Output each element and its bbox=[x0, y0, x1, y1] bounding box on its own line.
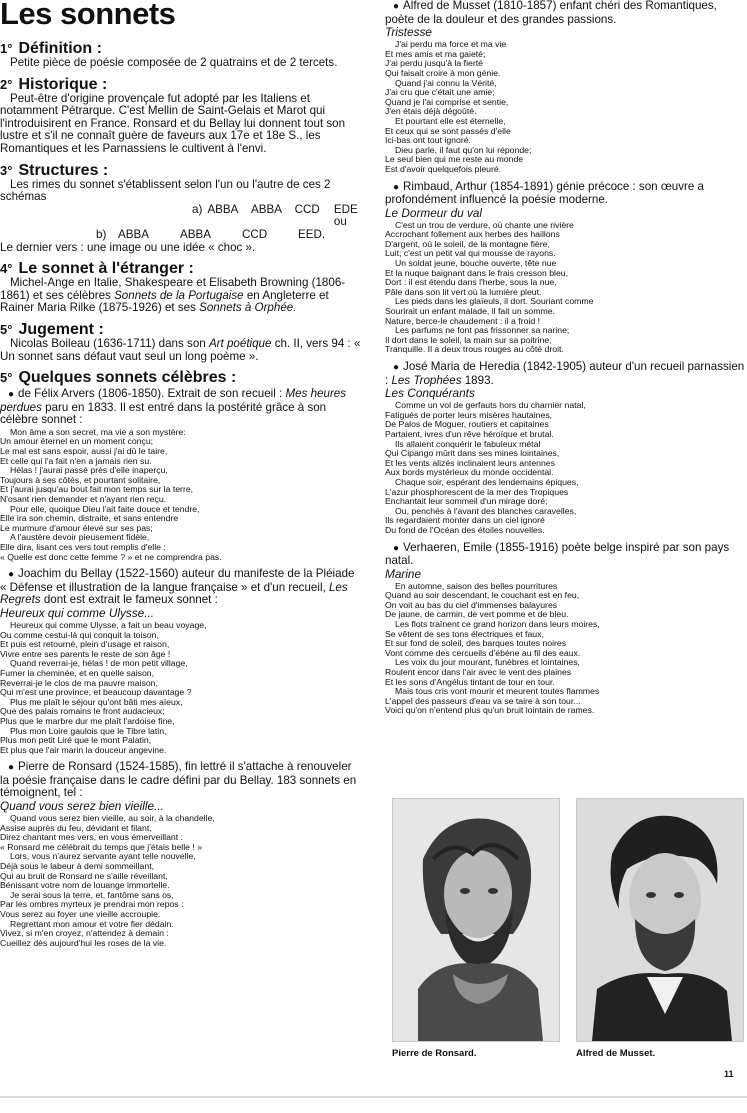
italic-run: Mes heures perdues bbox=[0, 387, 347, 414]
poem-line: Aux bords mystérieux du monde occidental. bbox=[385, 467, 554, 478]
poem-line: Pâle dans son lit vert où la lumière pleut. bbox=[385, 286, 542, 297]
poem-line: Que des palais romains le front audacieux; bbox=[0, 706, 165, 717]
poem-line: Et les sons d'Angélus tintant de tour en tour. bbox=[385, 676, 555, 687]
section-title: Quelques sonnets célèbres : bbox=[18, 369, 237, 387]
section-heading bbox=[0, 321, 362, 338]
poem-line: Vivez, si m'en croyez, n'attendez à demain : bbox=[0, 928, 169, 939]
scheme-cell: CCD bbox=[294, 202, 320, 216]
text-run: Alfred de Musset (1810-1857) enfant chéri des Romantiques, poète de la douleur et des grandes passions. bbox=[385, 0, 717, 26]
poem-line: Le seul bien qui me reste au monde bbox=[385, 154, 524, 165]
scheme-cell: CCD bbox=[242, 227, 268, 241]
right-column bbox=[385, 0, 747, 716]
poem-line: Voici qu'on n'entend plus qu'un bruit lointain de rames. bbox=[385, 705, 595, 716]
section-title: Historique : bbox=[18, 75, 108, 93]
poem-line: Un amour éternel en un moment conçu; bbox=[0, 436, 154, 447]
rimbaud-intro bbox=[385, 181, 747, 207]
poem-title: Marine bbox=[385, 566, 422, 581]
scheme-cell: ABBA bbox=[180, 227, 211, 241]
ronsard-intro bbox=[0, 761, 362, 800]
poem-line: J'ai perdu jusqu'à la fierté bbox=[385, 58, 483, 69]
bullet-icon: ● bbox=[8, 569, 15, 581]
poem-line: Il dort dans le soleil, la main sur sa poitrine, bbox=[385, 334, 552, 345]
bullet-icon: ● bbox=[393, 362, 400, 373]
verhaeren-intro bbox=[385, 542, 747, 568]
section-heading bbox=[0, 369, 362, 386]
poem-line: Les flots traînent ce grand horizon dans leurs moires, bbox=[395, 619, 600, 630]
section-jugement bbox=[0, 321, 362, 363]
italic-run: Art poétique bbox=[208, 336, 272, 350]
poem-line: Qui m'est une province, et beaucoup davantage ? bbox=[0, 687, 192, 698]
poem-line: Reverrai-je le clos de ma pauvre maison, bbox=[0, 677, 158, 688]
poem-line: Déjà sous le labeur à demi sommeillant, bbox=[0, 861, 155, 872]
poem-line: N'osant rien demander et n'ayant rien reçu. bbox=[0, 494, 167, 505]
poem-line: Luit; c'est un petit val qui mousse de rayons. bbox=[385, 248, 556, 259]
section-heading bbox=[0, 76, 362, 93]
section-number: 2° bbox=[0, 76, 13, 92]
poem-line: « Quelle est donc cette femme ? » et ne comprendra pas. bbox=[0, 551, 222, 562]
historique-text: Peut-être d'origine provençale fut adopté par les Italiens et notamment Pétrarque. C'est Mellin de Saint-Gelais et Marot qui l'introduisirent en France. Ronsard et du Bellay lui donnent tout son lustre et s'il ne connaît guère de faveurs aux 17e et 18e S., les Romantiques et les Parnassiens le cultivent à l'envi. bbox=[0, 91, 346, 155]
text-run: en Angleterre et Rainer Maria Rilke (1875-1926) et ses bbox=[0, 288, 329, 315]
poem-line: J'en étais déjà dégoûté. bbox=[385, 106, 477, 117]
text-run: dont est extrait le fameux sonnet : bbox=[40, 593, 218, 607]
italic-run: Sonnets de la Portugaise bbox=[114, 288, 244, 302]
poem-line: Plus mon Loire gaulois que le Tibre latin, bbox=[10, 725, 167, 736]
italic-run: Les Regrets bbox=[0, 580, 348, 607]
poem-line: Par les ombres myrteux je prendrai mon repos : bbox=[0, 899, 184, 910]
poem-line: Quand j'ai connu la Vérité, bbox=[395, 77, 497, 88]
poem-line: Assise auprès du feu, dévidant et filant, bbox=[0, 822, 152, 833]
rhyme-scheme-row bbox=[0, 229, 362, 242]
poem-title: Heureux qui comme Ulysse... bbox=[0, 605, 155, 620]
poem-title: Le Dormeur du val bbox=[385, 205, 483, 220]
poem-line: Et pourtant elle est éternelle, bbox=[395, 115, 506, 126]
arvers-intro bbox=[0, 388, 362, 427]
poem-line: Est d'avoir quelquefois pleuré. bbox=[385, 163, 502, 174]
poem-line: « Ronsard me célébrait du temps que j'étais belle ! » bbox=[0, 841, 203, 852]
poem-line: En automne, saison des belles pourritures bbox=[395, 580, 558, 591]
poem-line: Et les vents alizés inclinaient leurs antennes bbox=[385, 457, 555, 468]
bellay-poem bbox=[0, 621, 362, 755]
poem-line: Et la nuque baignant dans le frais cresson bleu, bbox=[385, 267, 569, 278]
poem-line: Quand je l'ai comprise et sentie, bbox=[385, 96, 509, 107]
ronsard-caption: Pierre de Ronsard. bbox=[392, 1048, 477, 1059]
poem-line: Mais tous cris vont mourir et meurent toutes flammes bbox=[395, 686, 600, 697]
section-number: 1° bbox=[0, 41, 13, 56]
rhyme-scheme-row bbox=[0, 204, 362, 229]
bullet-icon: ● bbox=[393, 542, 400, 554]
section-heading bbox=[0, 40, 362, 57]
poem-line: Plus mon petit Liré que le mont Palatin, bbox=[0, 735, 152, 746]
structures-intro: Les rimes du sonnet s'établissent selon l'un ou l'autre de ces 2 schémas bbox=[0, 177, 331, 204]
section-celebres bbox=[0, 369, 362, 948]
poem-line: On voit au bas du ciel d'immenses balayures bbox=[385, 599, 558, 610]
scheme-cell: ABBA bbox=[207, 202, 239, 216]
text-run: Verhaeren, Emile (1855-1916) poète belge inspiré par son pays natal. bbox=[385, 540, 730, 568]
section-structures bbox=[0, 162, 362, 255]
poem-line: Et celle qui l'a fait n'en a jamais rien su. bbox=[0, 455, 152, 466]
poem-line: Tranquille. Il a deux trous rouges au côté droit. bbox=[385, 344, 564, 355]
text-run: ch. II, vers 94 : « Un sonnet sans défaut vaut seul un long poème ». bbox=[0, 336, 361, 363]
text-run: Joachim du Bellay (1522-1560) auteur du manifeste de la Pléiade « Défense et illustration de la langue française » et d'un recueil, bbox=[0, 567, 355, 594]
poem-line: Et ceux qui se sont passés d'elle bbox=[385, 125, 511, 136]
poem-line: Toujours à ses côtés, et pourtant solitaire, bbox=[0, 474, 161, 485]
text-run: Rimbaud, Arthur (1854-1891) génie précoce : son œuvre a profondément influencé la poésie moderne. bbox=[385, 179, 705, 207]
section-title: Définition : bbox=[18, 40, 102, 57]
definition-text: Petite pièce de poésie composée de 2 quatrains et de 2 tercets. bbox=[10, 56, 338, 69]
poem-line: Vont comme des cercueils d'ébène au fil des eaux. bbox=[385, 647, 581, 658]
section-definition bbox=[0, 40, 362, 70]
heredia-poem bbox=[385, 401, 747, 535]
text-run: 1893. bbox=[461, 373, 494, 387]
page-title: Les sonnets bbox=[0, 0, 176, 31]
poem-line: Fumer la cheminée, et en quelle saison, bbox=[0, 667, 155, 678]
poem-line: Chaque soir, espérant des lendemains épiques, bbox=[395, 476, 579, 487]
bellay-intro bbox=[0, 568, 362, 607]
poem-line: Direz chantant mes vers, en vous émerveillant : bbox=[0, 832, 183, 843]
section-number: 3° bbox=[0, 162, 13, 178]
poem-line: L'appel des passeurs d'eau va se taire à son tour... bbox=[385, 695, 581, 706]
poem-line: Plus que le marbre dur me plaît l'ardoise fine, bbox=[0, 715, 175, 726]
scheme-label: b) bbox=[96, 227, 107, 241]
poem-line: Ici-bas ont tout ignoré. bbox=[385, 135, 471, 146]
poem-title: Tristesse bbox=[385, 25, 432, 40]
poem-line: Mon âme a son secret, ma vie a son mystère: bbox=[10, 426, 186, 437]
section-historique bbox=[0, 76, 362, 156]
poem-line: Les pieds dans les glaïeuls, il dort. Souriant comme bbox=[395, 296, 594, 307]
text-run: Pierre de Ronsard (1524-1585), fin lettré il s'attache à renouveler la poésie française dans le cadre défini par du Bellay. 183 sonnets en témoignent, tel : bbox=[0, 760, 357, 800]
poem-line: Hélas ! j'aurai passé près d'elle inaperçu, bbox=[10, 465, 168, 476]
poem-line: Vous serez au foyer une vieille accroupie. bbox=[0, 909, 161, 919]
text-run: de Félix Arvers (1806-1850). Extrait de son recueil : bbox=[18, 387, 286, 401]
poem-line: Sourirait un enfant malade, il fait un somme. bbox=[385, 306, 555, 317]
section-number: 4° bbox=[0, 261, 13, 277]
poem-title: Les Conquérants bbox=[385, 386, 475, 401]
poem-line: Du fond de l'Océan des étoiles nouvelles. bbox=[385, 524, 545, 535]
italic-run: Sonnets à Orphée. bbox=[199, 301, 297, 315]
page-number: 11 bbox=[724, 1069, 734, 1079]
poem-title: Quand vous serez bien vieille... bbox=[0, 799, 164, 814]
poem-line: Ou comme cestui-là qui conquit la toison, bbox=[0, 629, 159, 640]
poem-line: J'ai perdu ma force et ma vie bbox=[395, 39, 507, 50]
structures-last: Le dernier vers : une image ou une idée « choc ». bbox=[0, 240, 256, 254]
poem-line: C'est un trou de verdure, où chante une rivière bbox=[395, 219, 574, 230]
poem-line: Elle ira son chemin, distraite, et sans entendre bbox=[0, 513, 179, 524]
poem-line: J'ai cru que c'était une amie; bbox=[385, 87, 495, 98]
poem-line: Comme un vol de gerfauts hors du charnier natal, bbox=[395, 400, 586, 411]
ronsard-engraving-image bbox=[393, 799, 559, 1041]
poem-line: Fatigués de porter leurs misères hautaines, bbox=[385, 409, 553, 420]
poem-line: Elle dira, lisant ces vers tout remplis d'elle : bbox=[0, 542, 166, 552]
bullet-icon: ● bbox=[8, 389, 15, 401]
poem-line: Vivre entre ses parents le reste de son âge ! bbox=[0, 648, 171, 659]
poem-line: Bénissant votre nom de louange immortelle. bbox=[0, 880, 170, 891]
poem-line: Pour elle, quoique Dieu l'ait faite douce et tendre, bbox=[10, 503, 200, 514]
poem-line: Et mes amis et ma gaieté; bbox=[385, 48, 486, 59]
left-column bbox=[0, 0, 362, 948]
poem-line: Plus me plaît le séjour qu'ont bâti mes aïeux, bbox=[10, 696, 183, 707]
poem-line: Nature, berce-le chaudement : il a froid ! bbox=[385, 315, 541, 326]
text-run: Michel-Ange en Italie, Shakespeare et Elisabeth Browning (1806-1861) et ses célèbres bbox=[0, 276, 346, 302]
scheme-cell: ABBA bbox=[251, 202, 282, 216]
musset-portrait bbox=[576, 798, 744, 1042]
poem-line: Et plus que l'air marin la douceur angevine. bbox=[0, 744, 167, 755]
bullet-icon: ● bbox=[393, 181, 400, 193]
musset-intro bbox=[385, 0, 747, 26]
poem-line: Regrettant mon amour et votre fier dédain. bbox=[10, 918, 174, 929]
poem-line: Roulent encor dans l'air avec le vent des plaines bbox=[385, 667, 572, 678]
musset-caption: Alfred de Musset. bbox=[576, 1048, 656, 1059]
poem-line: Accrochant follement aux herbes des haillons bbox=[385, 229, 560, 240]
scheme-cell: ABBA bbox=[118, 227, 149, 241]
poem-line: Le mal est sans espoir, aussi j'ai dû le taire, bbox=[0, 446, 168, 457]
bullet-icon: ● bbox=[393, 1, 400, 12]
page-edge-divider bbox=[0, 1096, 747, 1098]
poem-line: Les parfums ne font pas frissonner sa narine; bbox=[395, 325, 570, 336]
poem-line: L'azur phosphorescent de la mer des Tropiques bbox=[385, 486, 569, 497]
poem-line: Dort : il est étendu dans l'herbe, sous la nue, bbox=[385, 277, 557, 288]
poem-line: Ils regardaient monter dans un ciel ignoré bbox=[385, 515, 545, 526]
ronsard-poem bbox=[0, 814, 362, 948]
etranger-text bbox=[0, 277, 362, 315]
ronsard-portrait bbox=[392, 798, 560, 1042]
poem-line: Le murmure d'amour élevé sur ses pas; bbox=[0, 522, 153, 533]
poem-line: Heureux qui comme Ulysse, a fait un beau voyage, bbox=[10, 619, 207, 630]
scheme-label: a) bbox=[192, 202, 203, 216]
poem-line: Je serai sous la terre, et, fantôme sans os, bbox=[10, 889, 174, 900]
poem-line: A l'austère devoir pieusement fidèle, bbox=[10, 532, 150, 543]
poem-line: Dieu parle, il faut qu'on lui réponde; bbox=[395, 144, 532, 155]
text-run: paru en 1833. Il est entré dans la postérité grâce à son célèbre sonnet : bbox=[0, 400, 327, 427]
text-run: José Maria de Heredia (1842-1905) auteur d'un recueil parnassien : bbox=[385, 360, 745, 387]
scheme-cell: EED. bbox=[298, 227, 326, 241]
scheme-cell: EDE ou bbox=[333, 202, 358, 229]
poem-line: Et j'aurai jusqu'au bout fait mon temps sur la terre, bbox=[0, 484, 194, 495]
poem-line: Ou, penchés à l'avant des blanches caravelles, bbox=[395, 505, 577, 516]
poem-line: De jaune, de carmin, de vert pomme et de bleu. bbox=[385, 609, 569, 620]
section-number: 5° bbox=[0, 370, 13, 386]
poem-line: Ils allaient conquérir le fabuleux métal bbox=[395, 438, 541, 449]
poem-line: Se vêtent de ses tons électriques et faux, bbox=[385, 628, 544, 639]
section-title: Le sonnet à l'étranger : bbox=[18, 260, 194, 278]
poem-line: Quand au soir descendant, le couchant est en feu, bbox=[385, 590, 580, 601]
section-title: Jugement : bbox=[18, 320, 104, 338]
section-number: 5° bbox=[0, 321, 13, 337]
poem-line: Et sur fond de soleil, des barques toutes noires bbox=[385, 638, 567, 649]
bullet-icon: ● bbox=[8, 762, 15, 774]
poem-line: Quand vous serez bien vieille, au soir, à la chandelle, bbox=[10, 813, 215, 824]
poem-line: Lors, vous n'aurez servante ayant telle nouvelle, bbox=[10, 851, 196, 862]
verhaeren-poem bbox=[385, 582, 747, 716]
section-etranger bbox=[0, 260, 362, 315]
poem-line: Cueillez dès aujourd'hui les roses de la vie. bbox=[0, 937, 167, 948]
poem-line: Qui Cipango mûrit dans ses mines lointaines, bbox=[385, 448, 560, 459]
poem-line: Qui au bruit de Ronsard ne s'aille réveillant, bbox=[0, 870, 168, 881]
text-run: Nicolas Boileau (1636-1711) dans son bbox=[10, 336, 209, 350]
musset-poem bbox=[385, 40, 747, 174]
section-title: Structures : bbox=[18, 161, 109, 179]
musset-photo-image bbox=[577, 799, 743, 1041]
heredia-intro bbox=[385, 361, 747, 387]
section-heading bbox=[0, 260, 362, 277]
italic-run: Les Trophées bbox=[391, 373, 462, 387]
poem-line: Qui faisait croire à mon génie. bbox=[385, 67, 501, 78]
poem-line: Enchantait leur sommeil d'un mirage doré; bbox=[385, 496, 548, 507]
rhyme-schemes bbox=[0, 204, 362, 242]
poem-line: De Palos de Moguer, routiers et capitaines bbox=[385, 419, 549, 430]
poem-line: Quand reverrai-je, hélas ! de mon petit village, bbox=[10, 658, 188, 669]
rimbaud-poem bbox=[385, 221, 747, 355]
portraits bbox=[392, 798, 742, 1060]
poem-line: Un soldat jeune, bouche ouverte, tête nue bbox=[395, 258, 557, 269]
jugement-text bbox=[0, 338, 362, 363]
poem-line: D'argent, où le soleil, de la montagne fière, bbox=[385, 238, 550, 249]
poem-line: Et puis est retourné, plein d'usage et raison, bbox=[0, 639, 170, 650]
poem-line: Partaient, ivres d'un rêve héroïque et brutal. bbox=[385, 428, 554, 439]
section-heading bbox=[0, 162, 362, 179]
arvers-poem bbox=[0, 428, 362, 562]
poem-line: Les voix du jour mourant, funèbres et lointaines, bbox=[395, 657, 580, 668]
